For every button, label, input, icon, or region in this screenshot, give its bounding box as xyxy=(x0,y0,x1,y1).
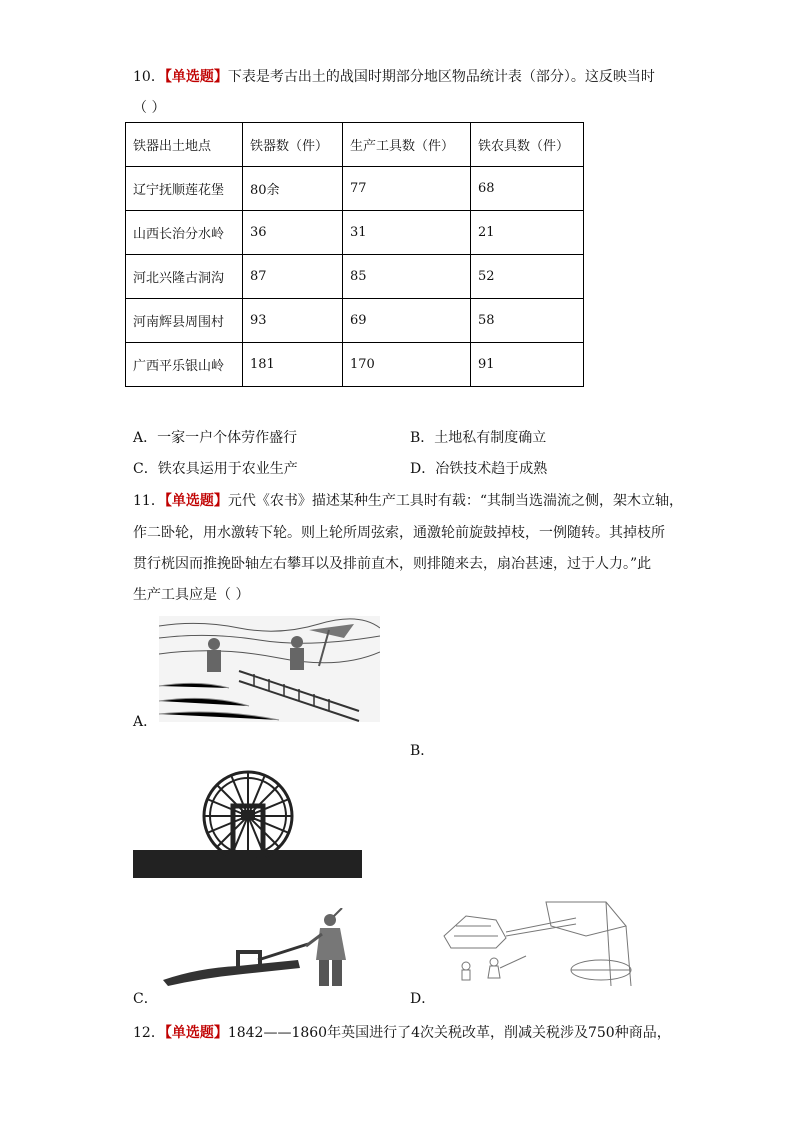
q11-option-b-label[interactable]: B． xyxy=(410,743,435,759)
q11-option-a-label[interactable]: A． xyxy=(133,714,158,730)
table-row xyxy=(126,167,584,211)
q11-line4: 生产工具应是（ ） xyxy=(133,587,250,603)
q11-line3: 贯行桄因而推挽卧轴左右攀耳以及排前直木，则排随来去，扇冶甚速，过于人力。”此 xyxy=(133,556,652,572)
table-cell: 93 xyxy=(243,299,343,343)
header-cell: 铁农具数（件） xyxy=(471,123,584,167)
table-cell: 80余 xyxy=(243,167,343,211)
q10-blank: （ ） xyxy=(133,100,166,116)
q10-option-d[interactable]: D．冶铁技术趋于成熟 xyxy=(410,461,548,477)
q10-option-c[interactable]: C．铁农具运用于农业生产 xyxy=(133,461,298,477)
table-cell: 36 xyxy=(243,211,343,255)
q11-line1: 元代《农书》描述某种生产工具时有载：“其制当选湍流之侧，架木立轴， xyxy=(227,493,683,509)
table-cell: 河南辉县周围村 xyxy=(126,299,243,343)
table-row xyxy=(126,211,584,255)
table-cell: 山西长治分水岭 xyxy=(126,211,243,255)
q12-tag: 【单选题】 xyxy=(164,1025,228,1041)
q11-number: 11． xyxy=(133,493,165,509)
table-cell: 68 xyxy=(471,167,584,211)
q10-number: 10． xyxy=(133,69,165,85)
table-cell: 辽宁抚顺莲花堡 xyxy=(126,167,243,211)
header-cell: 铁器数（件） xyxy=(243,123,343,167)
table-cell: 181 xyxy=(243,343,343,387)
q10-option-b[interactable]: B．土地私有制度确立 xyxy=(410,430,547,446)
q10-table xyxy=(125,122,584,387)
table-cell: 河北兴隆古洞沟 xyxy=(126,255,243,299)
table-row xyxy=(126,299,584,343)
table-cell: 91 xyxy=(471,343,584,387)
table-cell: 58 xyxy=(471,299,584,343)
q11-option-d-label[interactable]: D． xyxy=(410,991,436,1007)
table-row xyxy=(126,255,584,299)
header-cell: 生产工具数（件） xyxy=(343,123,471,167)
treadle-pump-image[interactable] xyxy=(159,616,380,722)
q11-stem-line1 xyxy=(133,490,683,510)
q12-stem: 1842——1860年英国进行了4次关税改革，削减关税涉及750种商品， xyxy=(227,1025,671,1041)
table-cell: 77 xyxy=(343,167,471,211)
table-cell: 广西平乐银山岭 xyxy=(126,343,243,387)
header-cell: 铁器出土地点 xyxy=(126,123,243,167)
table-cell: 69 xyxy=(343,299,471,343)
q12-stem-line xyxy=(133,1022,671,1042)
table-row xyxy=(126,343,584,387)
q10-tag: 【单选题】 xyxy=(164,69,228,85)
water-bellows-image[interactable] xyxy=(436,896,658,990)
table-cell: 87 xyxy=(243,255,343,299)
q10-stem: 下表是考古出土的战国时期部分地区物品统计表（部分）。这反映当时 xyxy=(227,69,655,85)
plough-image[interactable] xyxy=(158,908,358,990)
q10-option-a[interactable]: A．一家一户个体劳作盛行 xyxy=(133,430,298,446)
table-cell: 52 xyxy=(471,255,584,299)
q11-option-c-label[interactable]: C． xyxy=(133,991,158,1007)
q12-number: 12． xyxy=(133,1025,165,1041)
q10-stem-line xyxy=(133,66,655,86)
q11-tag: 【单选题】 xyxy=(164,493,228,509)
table-cell: 170 xyxy=(343,343,471,387)
table-cell: 21 xyxy=(471,211,584,255)
q11-line2: 作二卧轮，用水激转下轮。则上轮所周弦索，通激轮前旋鼓掉枝，一例随转。其掉枝所 xyxy=(133,525,665,541)
table-header-row xyxy=(126,123,584,167)
table-cell: 85 xyxy=(343,255,471,299)
table-cell: 31 xyxy=(343,211,471,255)
water-wheel-image[interactable] xyxy=(133,766,362,878)
